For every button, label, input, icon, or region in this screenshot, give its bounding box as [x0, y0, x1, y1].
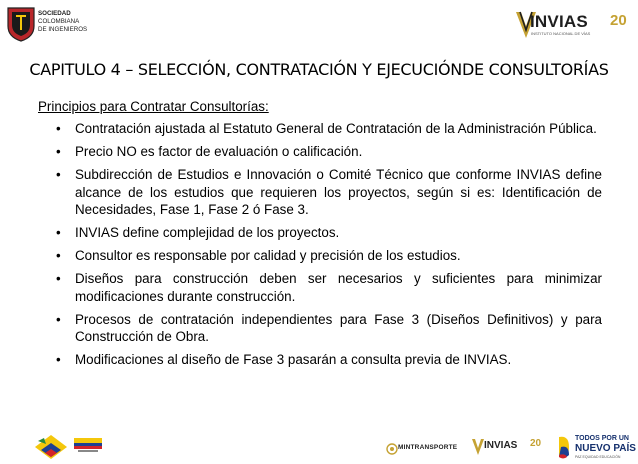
nuevo-pais-line1: TODOS POR UN: [575, 435, 629, 442]
list-item: • Modificaciones al diseño de Fase 3 pasarán a consulta previa de INVIAS.: [56, 351, 602, 368]
section-subtitle: Principios para Contratar Consultorías:: [38, 99, 269, 114]
society-line1: SOCIEDAD: [38, 10, 71, 17]
list-item: • Diseños para construcción deben ser necesarios y suficientes para minimizar modificaciones durante construcción.: [56, 270, 602, 304]
list-item: • Precio NO es factor de evaluación o calificación.: [56, 143, 602, 160]
footer-invias-anniversary: 20: [530, 438, 542, 449]
list-item: • Subdirección de Estudios e Innovación o Comité Técnico que conforme INVIAS define alcance de los estudios que requieren los proyectos, según si es: Identificación de Necesidades, Fase 1, Fase 2 ó Fase 3.: [56, 166, 602, 218]
society-line3: DE INGENIEROS: [38, 26, 88, 33]
list-item: • Consultor es responsable por calidad y precisión de los estudios.: [56, 247, 602, 264]
nuevo-pais-line2: NUEVO PAÍS: [575, 443, 636, 454]
colombia-flag-icon: [34, 434, 68, 460]
gob-emblem-icon: [72, 435, 104, 457]
society-name: [38, 10, 87, 34]
invias-logo-text: INVIAS: [530, 12, 588, 31]
list-item: • Procesos de contratación independientes para Fase 3 (Diseños Definitivos) y para Construcción de Obra.: [56, 311, 602, 345]
ministry-label: MINTRANSPORTE: [398, 444, 458, 451]
list-item: • INVIAS define complejidad de los proyectos.: [56, 224, 602, 241]
invias-logo-tagline: INSTITUTO NACIONAL DE VÍAS: [531, 31, 591, 36]
principles-list: [56, 120, 602, 374]
footer-invias-text: INVIAS: [484, 440, 518, 451]
society-line2: COLOMBIANA: [38, 18, 80, 25]
invias-anniversary: 20: [610, 12, 627, 29]
nuevo-pais-line3: PAZ EQUIDAD EDUCACIÓN: [575, 455, 621, 459]
page-title: CAPITULO 4 – SELECCIÓN, CONTRATACIÓN Y EJECUCIÓNDE CONSULTORÍAS: [29, 60, 609, 79]
list-item: • Contratación ajustada al Estatuto General de Contratación de la Administración Pública.: [56, 120, 602, 137]
society-shield-icon: [6, 6, 36, 42]
